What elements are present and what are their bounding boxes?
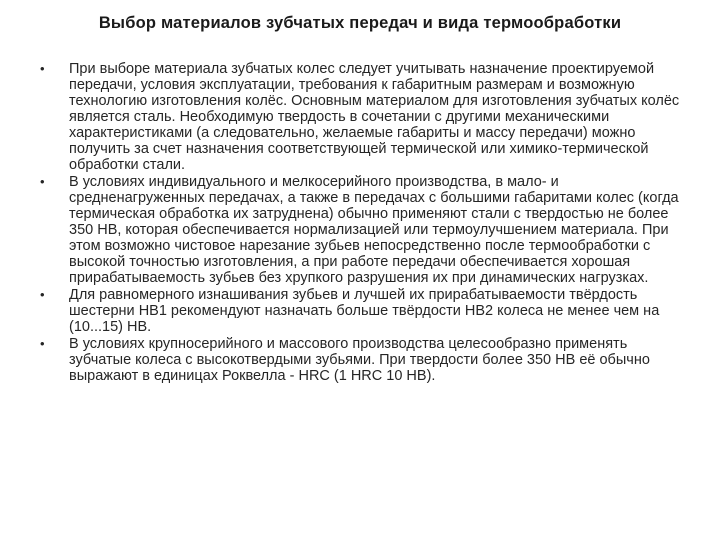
- bullet-text: При выборе материала зубчатых колес следует учитывать назначение проектируемой передачи, условия эксплуатации, требования к габаритным размерам и возможную технологию изготовления колёс. Основным материалом для изготовления зубчатых колёс является сталь. Необходимую твердость в сочетании с другими механическими характеристиками (а следовательно, желаемые габариты и массу передачи) можно получить за счет назначения соответствующей термической или химико-термической обработки стали.: [69, 61, 680, 173]
- bullet-text: В условиях крупносерийного и массового производства целесообразно применять зубчатые колеса с высокотвердыми зубьями. При твердости более 350 НВ её обычно выражают в единицах Роквелла - HRC (1 HRC 10 НВ).: [69, 336, 650, 384]
- bullet-item-small-batch-production: [40, 174, 680, 286]
- slide-title: Выбор материалов зубчатых передач и вида термообработки: [98, 14, 622, 32]
- bullet-text: Для равномерного изнашивания зубьев и лучшей их прирабатываемости твёрдость шестерни НВ1 рекомендуют назначать больше твёрдости НВ2 колеса не менее чем на (10...15) НВ.: [69, 287, 660, 335]
- bullet-marker: •: [40, 336, 45, 351]
- bullet-marker: •: [40, 287, 45, 302]
- bullet-text: В условиях индивидуального и мелкосерийного производства, в мало- и средненагруженных передачах, а также в передачах с большими габаритами колес (когда термическая обработка их затруднена) обычно применяют стали с твердостью не более 350 НВ, которая обеспечивается нормализацией или термоулучшением материала. При этом возможно чистовое нарезание зубьев непосредственно после термообработки с высокой точностью изготовления, а при работе передачи обеспечивается хорошая прирабатываемость зубьев без хрупкого разрушения их при динамических нагрузках.: [69, 174, 679, 286]
- bullet-list: [40, 61, 680, 385]
- bullet-item-material-selection: [40, 61, 680, 173]
- bullet-marker: •: [40, 61, 45, 76]
- bullet-item-mass-production: [40, 336, 680, 384]
- bullet-marker: •: [40, 174, 45, 189]
- bullet-item-uniform-wear: [40, 287, 680, 335]
